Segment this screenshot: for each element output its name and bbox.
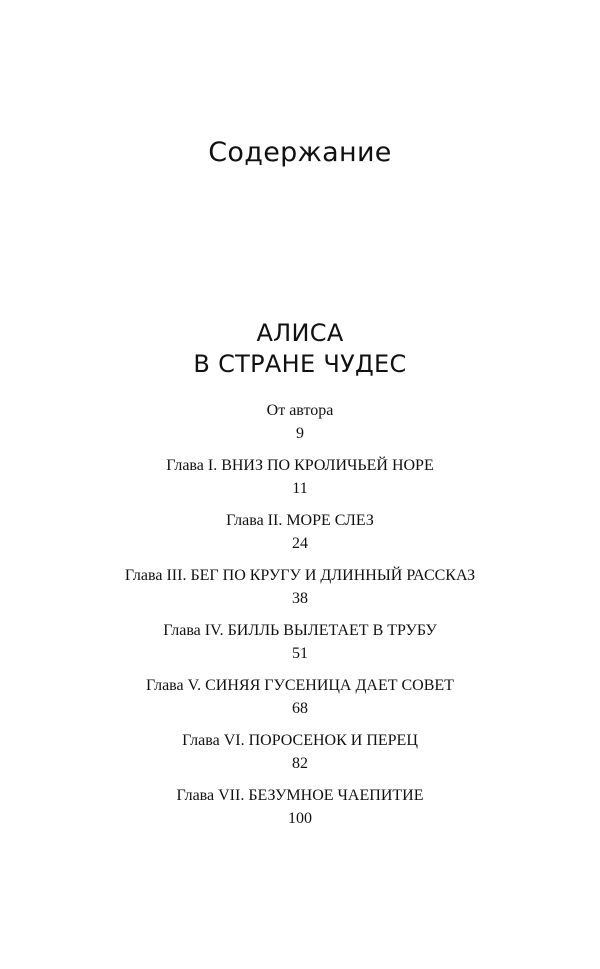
toc-entry-chapter-5	[0, 675, 600, 730]
toc-entry-page: 82	[292, 755, 308, 772]
toc-entry-title: Глава V. СИНЯЯ ГУСЕНИЦА ДАЕТ СОВЕТ	[146, 677, 454, 694]
toc-entry-title: От автора	[266, 402, 334, 419]
toc-entry-chapter-6	[0, 730, 600, 785]
toc-entry-chapter-4	[0, 620, 600, 675]
toc-entry-page: 100	[288, 810, 312, 827]
toc-entry-title: Глава VII. БЕЗУМНОЕ ЧАЕПИТИЕ	[176, 787, 424, 804]
table-of-contents	[0, 400, 600, 840]
toc-entry-chapter-7	[0, 785, 600, 840]
toc-entry-title: Глава II. МОРЕ СЛЕЗ	[226, 512, 374, 529]
page-heading: Содержание	[208, 137, 392, 168]
toc-entry-title: Глава I. ВНИЗ ПО КРОЛИЧЬЕЙ НОРЕ	[166, 457, 434, 474]
toc-entry-title: Глава VI. ПОРОСЕНОК И ПЕРЕЦ	[182, 732, 418, 749]
book-title	[0, 318, 600, 380]
toc-entry-page: 38	[292, 590, 308, 607]
toc-entry-page: 68	[292, 700, 308, 717]
toc-entry-chapter-2	[0, 510, 600, 565]
book-title-line-1: АЛИСА	[256, 319, 344, 347]
book-title-line-2: В СТРАНЕ ЧУДЕС	[193, 350, 407, 378]
toc-entry-page: 11	[292, 480, 308, 497]
toc-entry-page: 51	[292, 645, 308, 662]
toc-entry-chapter-1	[0, 455, 600, 510]
toc-entry-title: Глава IV. БИЛЛЬ ВЫЛЕТАЕТ В ТРУБУ	[163, 622, 437, 639]
toc-entry-foreword	[0, 400, 600, 455]
toc-entry-page: 24	[292, 535, 308, 552]
toc-entry-chapter-3	[0, 565, 600, 620]
toc-entry-page: 9	[296, 425, 304, 442]
toc-entry-title: Глава III. БЕГ ПО КРУГУ И ДЛИННЫЙ РАССКАЗ	[124, 567, 476, 584]
